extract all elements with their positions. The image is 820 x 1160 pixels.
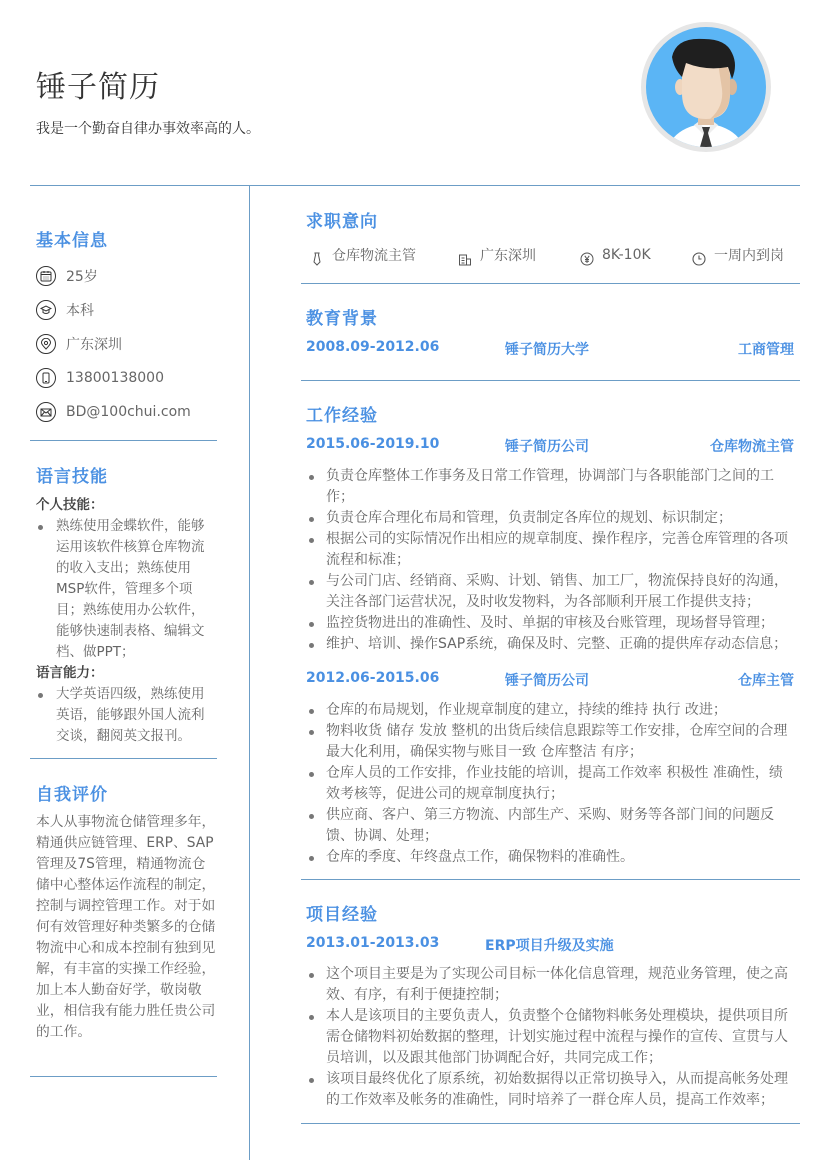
section-title-intent: 求职意向 [306, 212, 378, 232]
info-location: 广东深圳 [66, 337, 122, 353]
main-divider-2 [301, 380, 800, 381]
sidebar-divider-1 [30, 440, 217, 441]
info-item-education [36, 293, 191, 327]
section-title-skills: 语言技能 [36, 467, 108, 487]
resume-name: 锤子简历 [36, 70, 160, 105]
skills-personal-label: 个人技能： [36, 497, 104, 513]
list-item: 负责仓库合理化布局和管理，负责制定各库位的规划、标识制定； [306, 508, 796, 529]
info-item-phone [36, 361, 191, 395]
intent-row [306, 244, 796, 270]
section-title-projects: 项目经验 [306, 905, 378, 925]
education-entry [306, 339, 794, 359]
section-title-work: 工作经验 [306, 406, 378, 426]
section-title-basic-info: 基本信息 [36, 231, 108, 251]
intent-availability [692, 244, 784, 266]
intent-position [310, 244, 416, 266]
project-date: 2013.01-2013.03 [306, 935, 440, 951]
list-item: 供应商、客户、第三方物流、内部生产、采购、财务等各部门间的问题反馈、协调、处理； [306, 805, 796, 847]
graduation-cap-icon [36, 300, 56, 320]
list-item: 物料收货 储存 发放 整机的出货后续信息跟踪等工作安排，仓库空间的合理最大化利用，确保实物与账目一致 仓库整洁 有序； [306, 721, 796, 763]
info-item-email [36, 395, 191, 429]
info-phone: 13800138000 [66, 370, 164, 386]
sidebar-divider-3 [30, 1076, 217, 1077]
list-item: 维护、培训、操作SAP系统，确保及时、完整、正确的提供库存动态信息； [306, 634, 796, 655]
list-item: 监控货物进出的准确性、及时、单据的审核及台账管理，现场督导管理； [306, 613, 796, 634]
info-email[interactable]: BD@100chui.com [66, 404, 191, 420]
work-entry-1-head [306, 436, 794, 456]
list-item: 仓库人员的工作安排，作业技能的培训，提高工作效率 积极性 准确性，绩效考核等，促进公司的规章制度执行； [306, 763, 796, 805]
info-education: 本科 [66, 303, 94, 319]
work-2-role: 仓库主管 [738, 673, 794, 689]
list-item: 负责仓库整体工作事务及日常工作管理，协调部门与各职能部门之间的工作； [306, 466, 796, 508]
intent-availability-text: 一周内到岗 [714, 248, 784, 264]
list-item: 仓库的布局规划，作业规章制度的建立，持续的维持 执行 改进； [306, 700, 796, 721]
skills-language-label: 语言能力： [36, 665, 104, 681]
avatar-illustration-icon [646, 27, 766, 147]
work-2-date: 2012.06-2015.06 [306, 670, 440, 686]
education-school: 锤子简历大学 [505, 342, 589, 358]
work-2-company: 锤子简历公司 [505, 673, 589, 689]
skills-block [36, 495, 216, 747]
list-item: 这个项目主要是为了实现公司目标一体化信息管理，规范业务管理，使之高效、有序，有利于便捷控制； [306, 964, 796, 1006]
main-divider-4 [301, 1123, 800, 1124]
project-entry-head [306, 935, 794, 955]
tie-icon [310, 252, 324, 266]
main-divider-3 [301, 879, 800, 880]
self-eval-text: 本人从事物流仓储管理多年，精通供应链管理、ERP、SAP管理及7S管理，精通物流仓储中心整体运作流程的制定，控制与调控管理工作。对于如何有效管理好种类繁多的仓储物流中心和成本控制有独到见解，有丰富的实操工作经验，加上本人勤奋好学，敬岗敬业，相信我有能力胜任贵公司的工作。 [36, 814, 216, 1040]
work-entry-2-head [306, 670, 794, 690]
work-2-duties [306, 700, 796, 868]
main-divider-1 [301, 283, 800, 284]
intent-salary [580, 244, 651, 266]
yuan-icon [580, 252, 594, 266]
list-item: 熟练使用金蝶软件，能够运用该软件核算仓库物流的收入支出；熟练使用MSP软件，管理多个项目；熟练使用办公软件，能够快速制表格、编辑文档、做PPT； [36, 516, 216, 663]
list-item: 该项目最终优化了原系统，初始数据得以正常切换导入，从而提高帐务处理的工作效率及帐务的准确性，同时培养了一群仓库人员，提高工作效率； [306, 1069, 796, 1111]
work-1-company: 锤子简历公司 [505, 439, 589, 455]
work-1-role: 仓库物流主管 [710, 439, 794, 455]
avatar [641, 22, 771, 152]
sidebar-divider-2 [30, 758, 217, 759]
calendar-icon [36, 266, 56, 286]
list-item: 根据公司的实际情况作出相应的规章制度、操作程序，完善仓库管理的各项流程和标准； [306, 529, 796, 571]
phone-icon [36, 368, 56, 388]
language-skills-list [36, 684, 216, 747]
info-item-location [36, 327, 191, 361]
work-1-duties [306, 466, 796, 655]
intent-salary-text: 8K-10K [602, 247, 651, 263]
list-item: 大学英语四级，熟练使用英语，能够跟外国人流利交谈，翻阅英文报刊。 [36, 684, 216, 747]
basic-info-list [36, 259, 191, 429]
building-icon [458, 252, 472, 266]
column-divider [249, 186, 250, 1160]
mail-icon [36, 402, 56, 422]
list-item: 仓库的季度、年终盘点工作，确保物料的准确性。 [306, 847, 796, 868]
location-pin-icon [36, 334, 56, 354]
info-age: 25岁 [66, 269, 98, 285]
project-details [306, 964, 796, 1111]
education-date: 2008.09-2012.06 [306, 339, 440, 355]
section-title-self-eval: 自我评价 [36, 785, 108, 805]
header-divider-right [249, 185, 800, 186]
clock-icon [692, 252, 706, 266]
work-1-date: 2015.06-2019.10 [306, 436, 440, 452]
section-title-education: 教育背景 [306, 309, 378, 329]
list-item: 与公司门店、经销商、采购、计划、销售、加工厂，物流保持良好的沟通，关注各部门运营状况，及时收发物料，为各部顺利开展工作提供支持； [306, 571, 796, 613]
intent-city-text: 广东深圳 [480, 248, 536, 264]
personal-skills-list [36, 516, 216, 663]
intent-city [458, 244, 536, 266]
project-name: ERP项目升级及实施 [485, 938, 614, 954]
header-divider-left [30, 185, 249, 186]
info-item-age [36, 259, 191, 293]
resume-tagline: 我是一个勤奋自律办事效率高的人。 [36, 121, 260, 137]
education-major: 工商管理 [738, 342, 794, 358]
list-item: 本人是该项目的主要负责人，负责整个仓储物料帐务处理模块，提供项目所需仓储物料初始数据的整理，计划实施过程中流程与操作的宣传、宣贯与人员培训，以及跟其他部门协调配合好，共同完成工作； [306, 1006, 796, 1069]
intent-position-text: 仓库物流主管 [332, 248, 416, 264]
